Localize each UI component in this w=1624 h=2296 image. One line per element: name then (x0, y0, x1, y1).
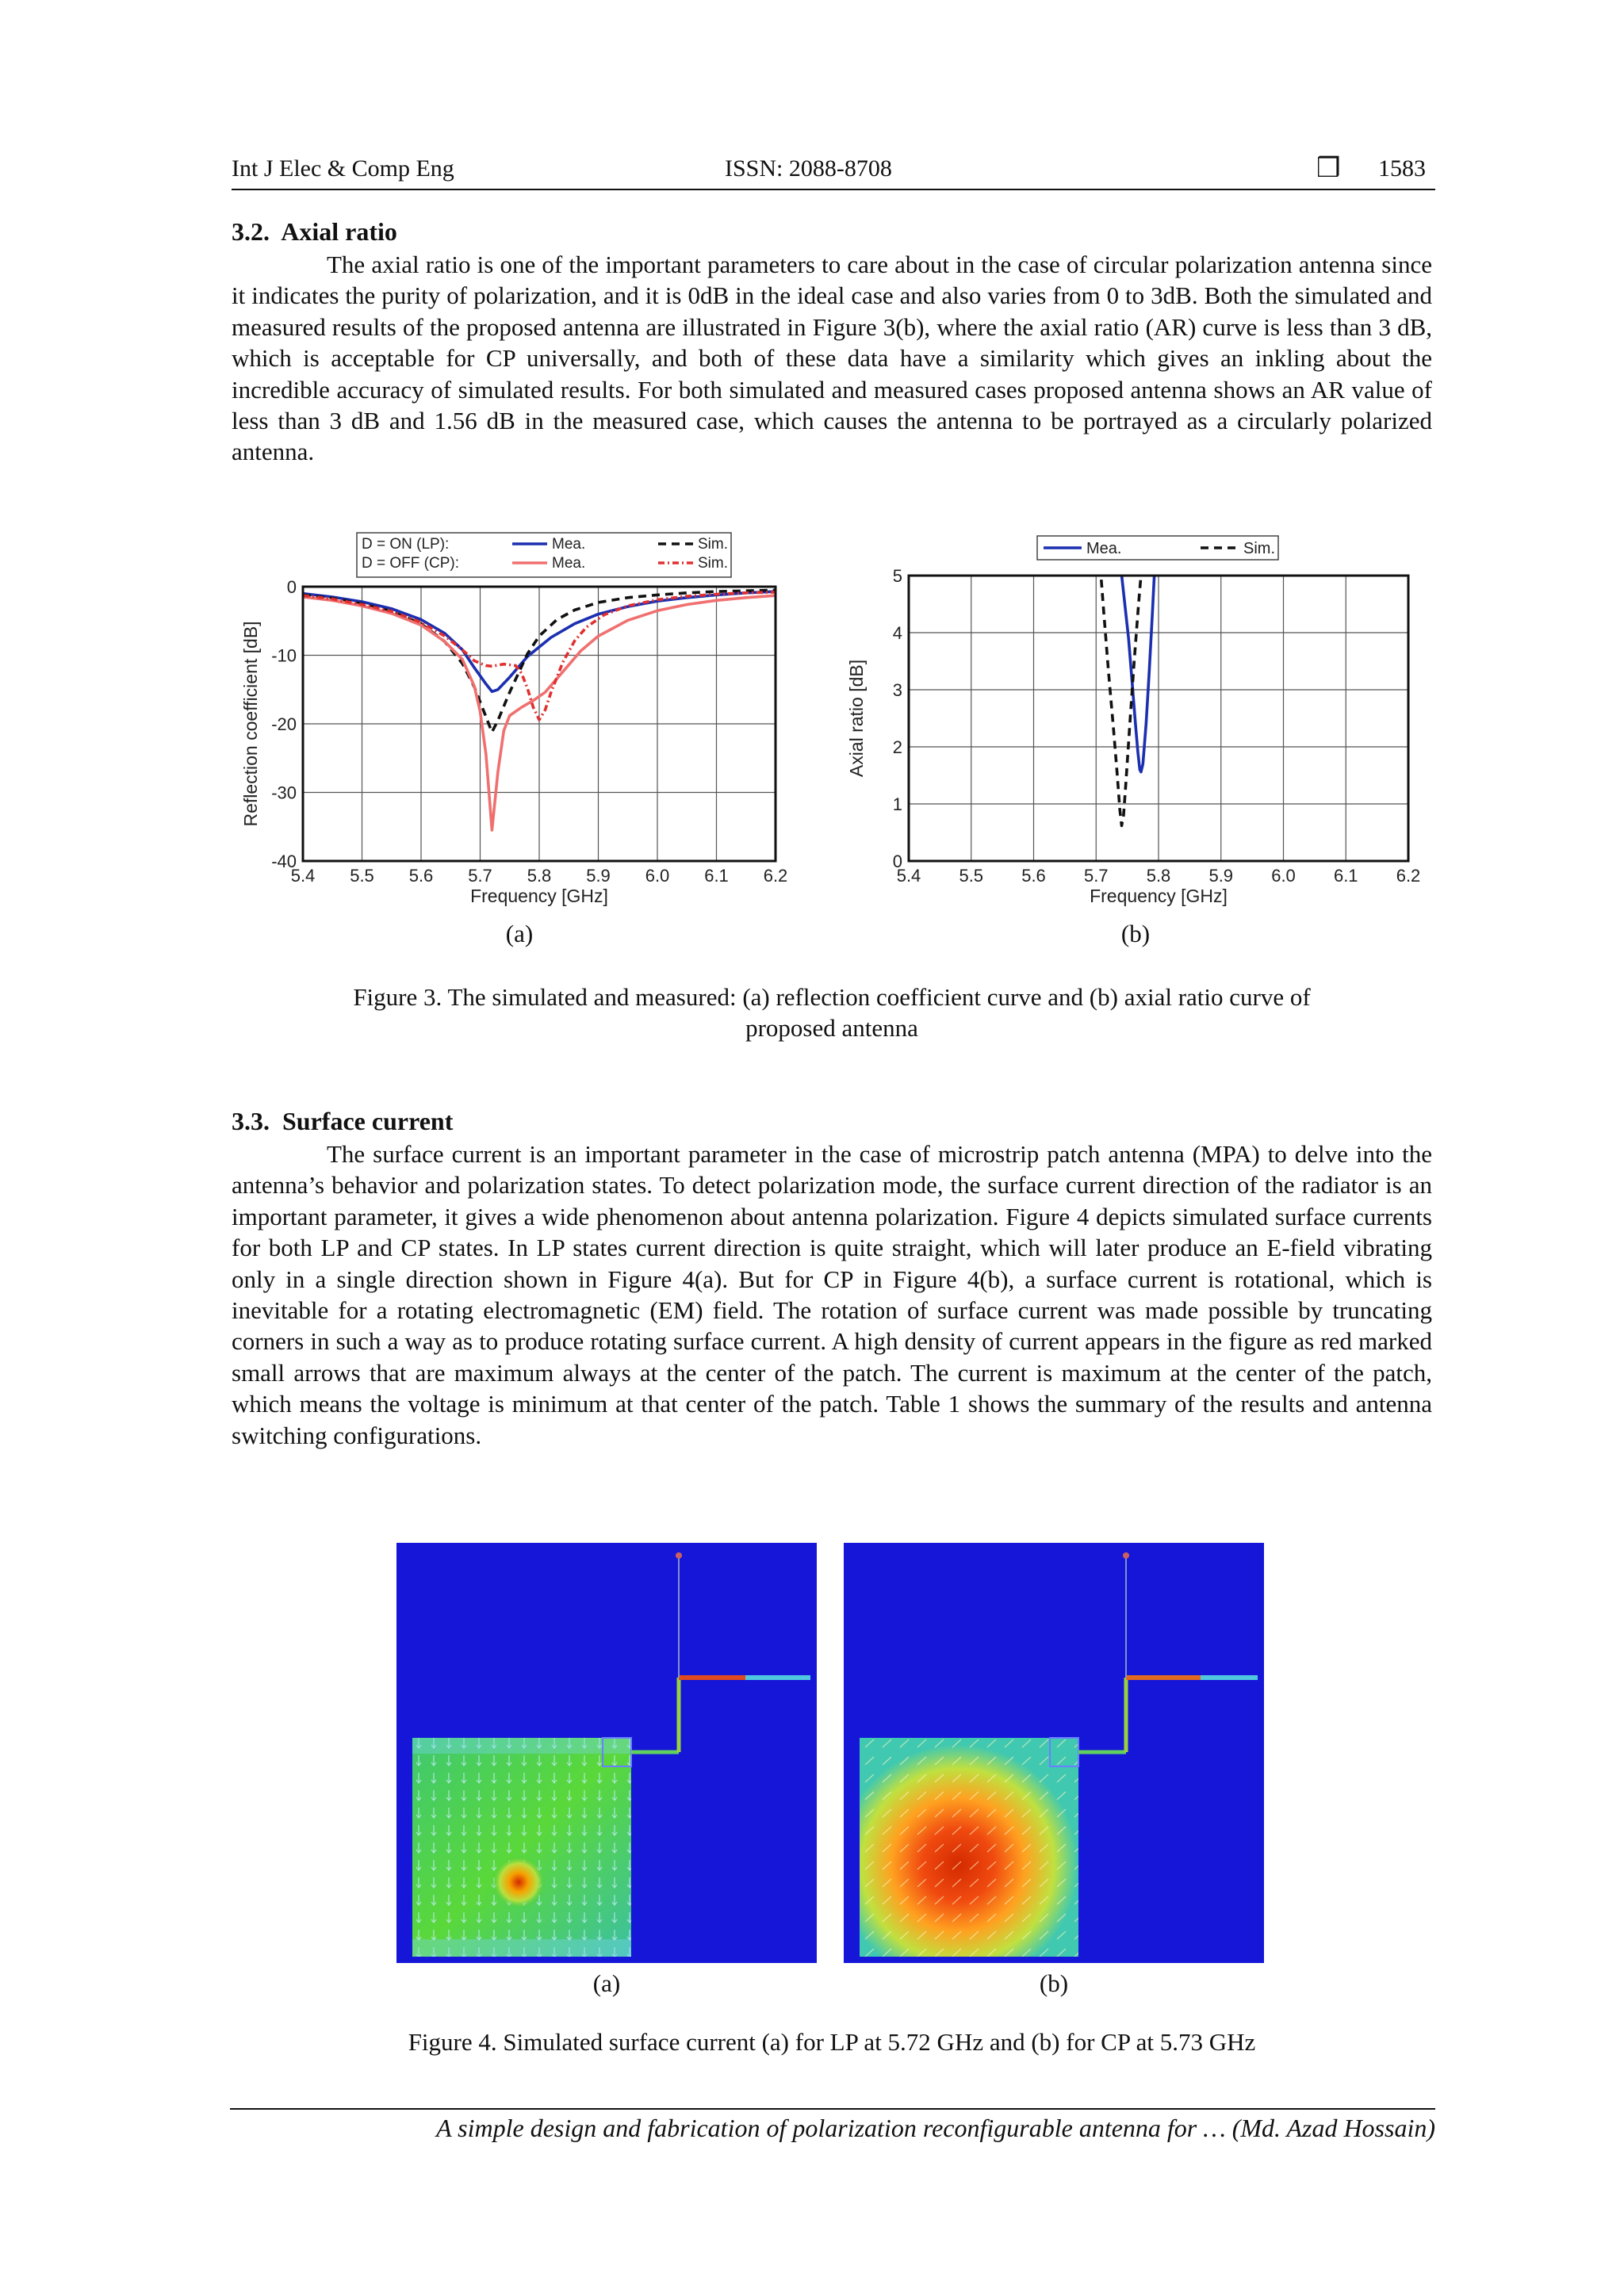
running-footer: A simple design and fabrication of polarization reconfigurable antenna for … (Md. Azad Hossain) (436, 2114, 1435, 2142)
x-tick-label: 5.8 (1146, 866, 1171, 886)
legend-label: Sim. (698, 555, 728, 572)
page-number: 1583 (1378, 155, 1426, 182)
figure4-sublabel-a: (a) (592, 1969, 621, 1997)
box-icon: ❒ (1316, 154, 1341, 183)
x-tick-label: 6.2 (1396, 866, 1421, 886)
x-tick-label: 6.0 (1271, 866, 1296, 886)
x-axis-label: Frequency [GHz] (1090, 886, 1228, 906)
reflection-coefficient-chart (230, 528, 801, 920)
surface-current-lp-image (396, 1543, 817, 1963)
legend-label: Sim. (698, 536, 728, 553)
x-tick-label: 5.9 (586, 866, 611, 886)
x-tick-label: 5.5 (350, 866, 374, 886)
current-hotspot (492, 1855, 546, 1909)
x-tick-label: 5.6 (1021, 866, 1046, 886)
y-axis-label: Reflection coefficient [dB] (240, 621, 261, 827)
y-tick-label: -20 (271, 714, 297, 734)
axial-ratio-paragraph (232, 249, 1432, 468)
legend-label: Mea. (552, 536, 586, 553)
y-tick-label: 0 (892, 851, 902, 871)
y-tick-label: 0 (286, 577, 297, 597)
x-tick-label: 5.5 (959, 866, 984, 886)
x-tick-label: 6.1 (704, 866, 729, 886)
surface-current-cp-image (844, 1543, 1264, 1963)
y-tick-label: 4 (892, 623, 902, 643)
x-tick-label: 5.7 (1083, 866, 1109, 886)
footer-rule (230, 2108, 1435, 2110)
bias-point (1123, 1552, 1129, 1559)
bias-point (676, 1552, 682, 1559)
legend-state-label: D = OFF (CP): (362, 555, 459, 572)
running-header-issn: ISSN: 2088-8708 (725, 155, 892, 182)
figure3-sublabel-a: (a) (505, 920, 534, 947)
legend-label: Mea. (552, 555, 586, 572)
x-tick-label: 6.2 (763, 866, 788, 886)
surface-current-paragraph (232, 1138, 1432, 1451)
figure3-caption (232, 982, 1432, 1043)
y-tick-label: 1 (892, 794, 902, 814)
header-rule (232, 189, 1435, 190)
x-tick-label: 5.4 (896, 866, 921, 886)
surface-current-text: The surface current is an important parameter in the case of microstrip patch antenna (MPA) to delve into the antenna’s behavior and polarization states. To detect polarization mode, the surface current direction of the radiator is an important parameter, it gives a wide phenomenon about antenna polarization. Figure 4 depicts simulated surface currents for both LP and CP states. In LP states current direction is quite straight, which will later produce an E-field vibrating only in a single direction shown in Figure 4(a). But for CP in Figure 4(b), a surface current is rotational, which is inevitable for a rotating electromagnetic (EM) field. The rotation of surface current was made possible by truncating corners in such a way as to produce rotating surface current. A high density of current appears in the figure as red marked small arrows that are maximum always at the center of the patch. The current is maximum at the center of the patch, which means the voltage is minimum at that center of the patch. Table 1 shows the summary of the results and antenna switching configurations. (232, 1140, 1432, 1449)
figure3-caption-line2: proposed antenna (745, 1014, 918, 1042)
figure4-sublabel-b: (b) (1039, 1969, 1069, 1997)
y-tick-label: 2 (892, 737, 902, 757)
y-tick-label: 5 (892, 566, 902, 586)
section-heading-axial-ratio: 3.2. Axial ratio (232, 217, 397, 246)
x-tick-label: 5.6 (408, 866, 434, 886)
y-tick-label: -10 (271, 645, 297, 666)
legend-label: Mea. (1086, 540, 1122, 557)
section-heading-surface-current: 3.3. Surface current (232, 1107, 454, 1135)
axial-ratio-text: The axial ratio is one of the important parameters to care about in the case of circular polarization antenna since it indicates the purity of polarization, and it is 0dB in the ideal case and also varies from 0 to 3dB. Both the simulated and measured results of the proposed antenna are illustrated in Figure 3(b), where the axial ratio (AR) curve is less than 3 dB, which is acceptable for CP universally, and both of these data have a similarity which gives an inkling about the incredible accuracy of simulated results. For both simulated and measured cases proposed antenna shows an AR value of less than 3 dB and 1.56 dB in the measured case, which causes the antenna to be portrayed as a circularly polarized antenna. (232, 251, 1432, 466)
axial-ratio-chart (833, 528, 1435, 920)
x-tick-label: 6.1 (1333, 866, 1358, 886)
running-header-journal: Int J Elec & Comp Eng (232, 155, 454, 182)
legend-state-label: D = ON (LP): (362, 536, 450, 553)
y-axis-label: Axial ratio [dB] (846, 659, 867, 778)
y-tick-label: 3 (892, 680, 902, 700)
x-axis-label: Frequency [GHz] (470, 886, 608, 906)
y-tick-label: -40 (271, 851, 297, 871)
legend-label: Sim. (1243, 540, 1275, 557)
y-tick-label: -30 (271, 783, 297, 803)
x-tick-label: 5.7 (468, 866, 492, 886)
figure3-sublabel-b: (b) (1120, 920, 1151, 947)
figure3-caption-line1: Figure 3. The simulated and measured: (a) reflection coefficient curve and (b) axial ratio curve of (353, 983, 1311, 1011)
figure4-caption: Figure 4. Simulated surface current (a) for LP at 5.72 GHz and (b) for CP at 5.73 GHz (408, 2028, 1256, 2056)
x-tick-label: 5.9 (1208, 866, 1234, 886)
x-tick-label: 6.0 (645, 866, 670, 886)
x-tick-label: 5.4 (290, 866, 316, 886)
x-tick-label: 5.8 (527, 866, 552, 886)
